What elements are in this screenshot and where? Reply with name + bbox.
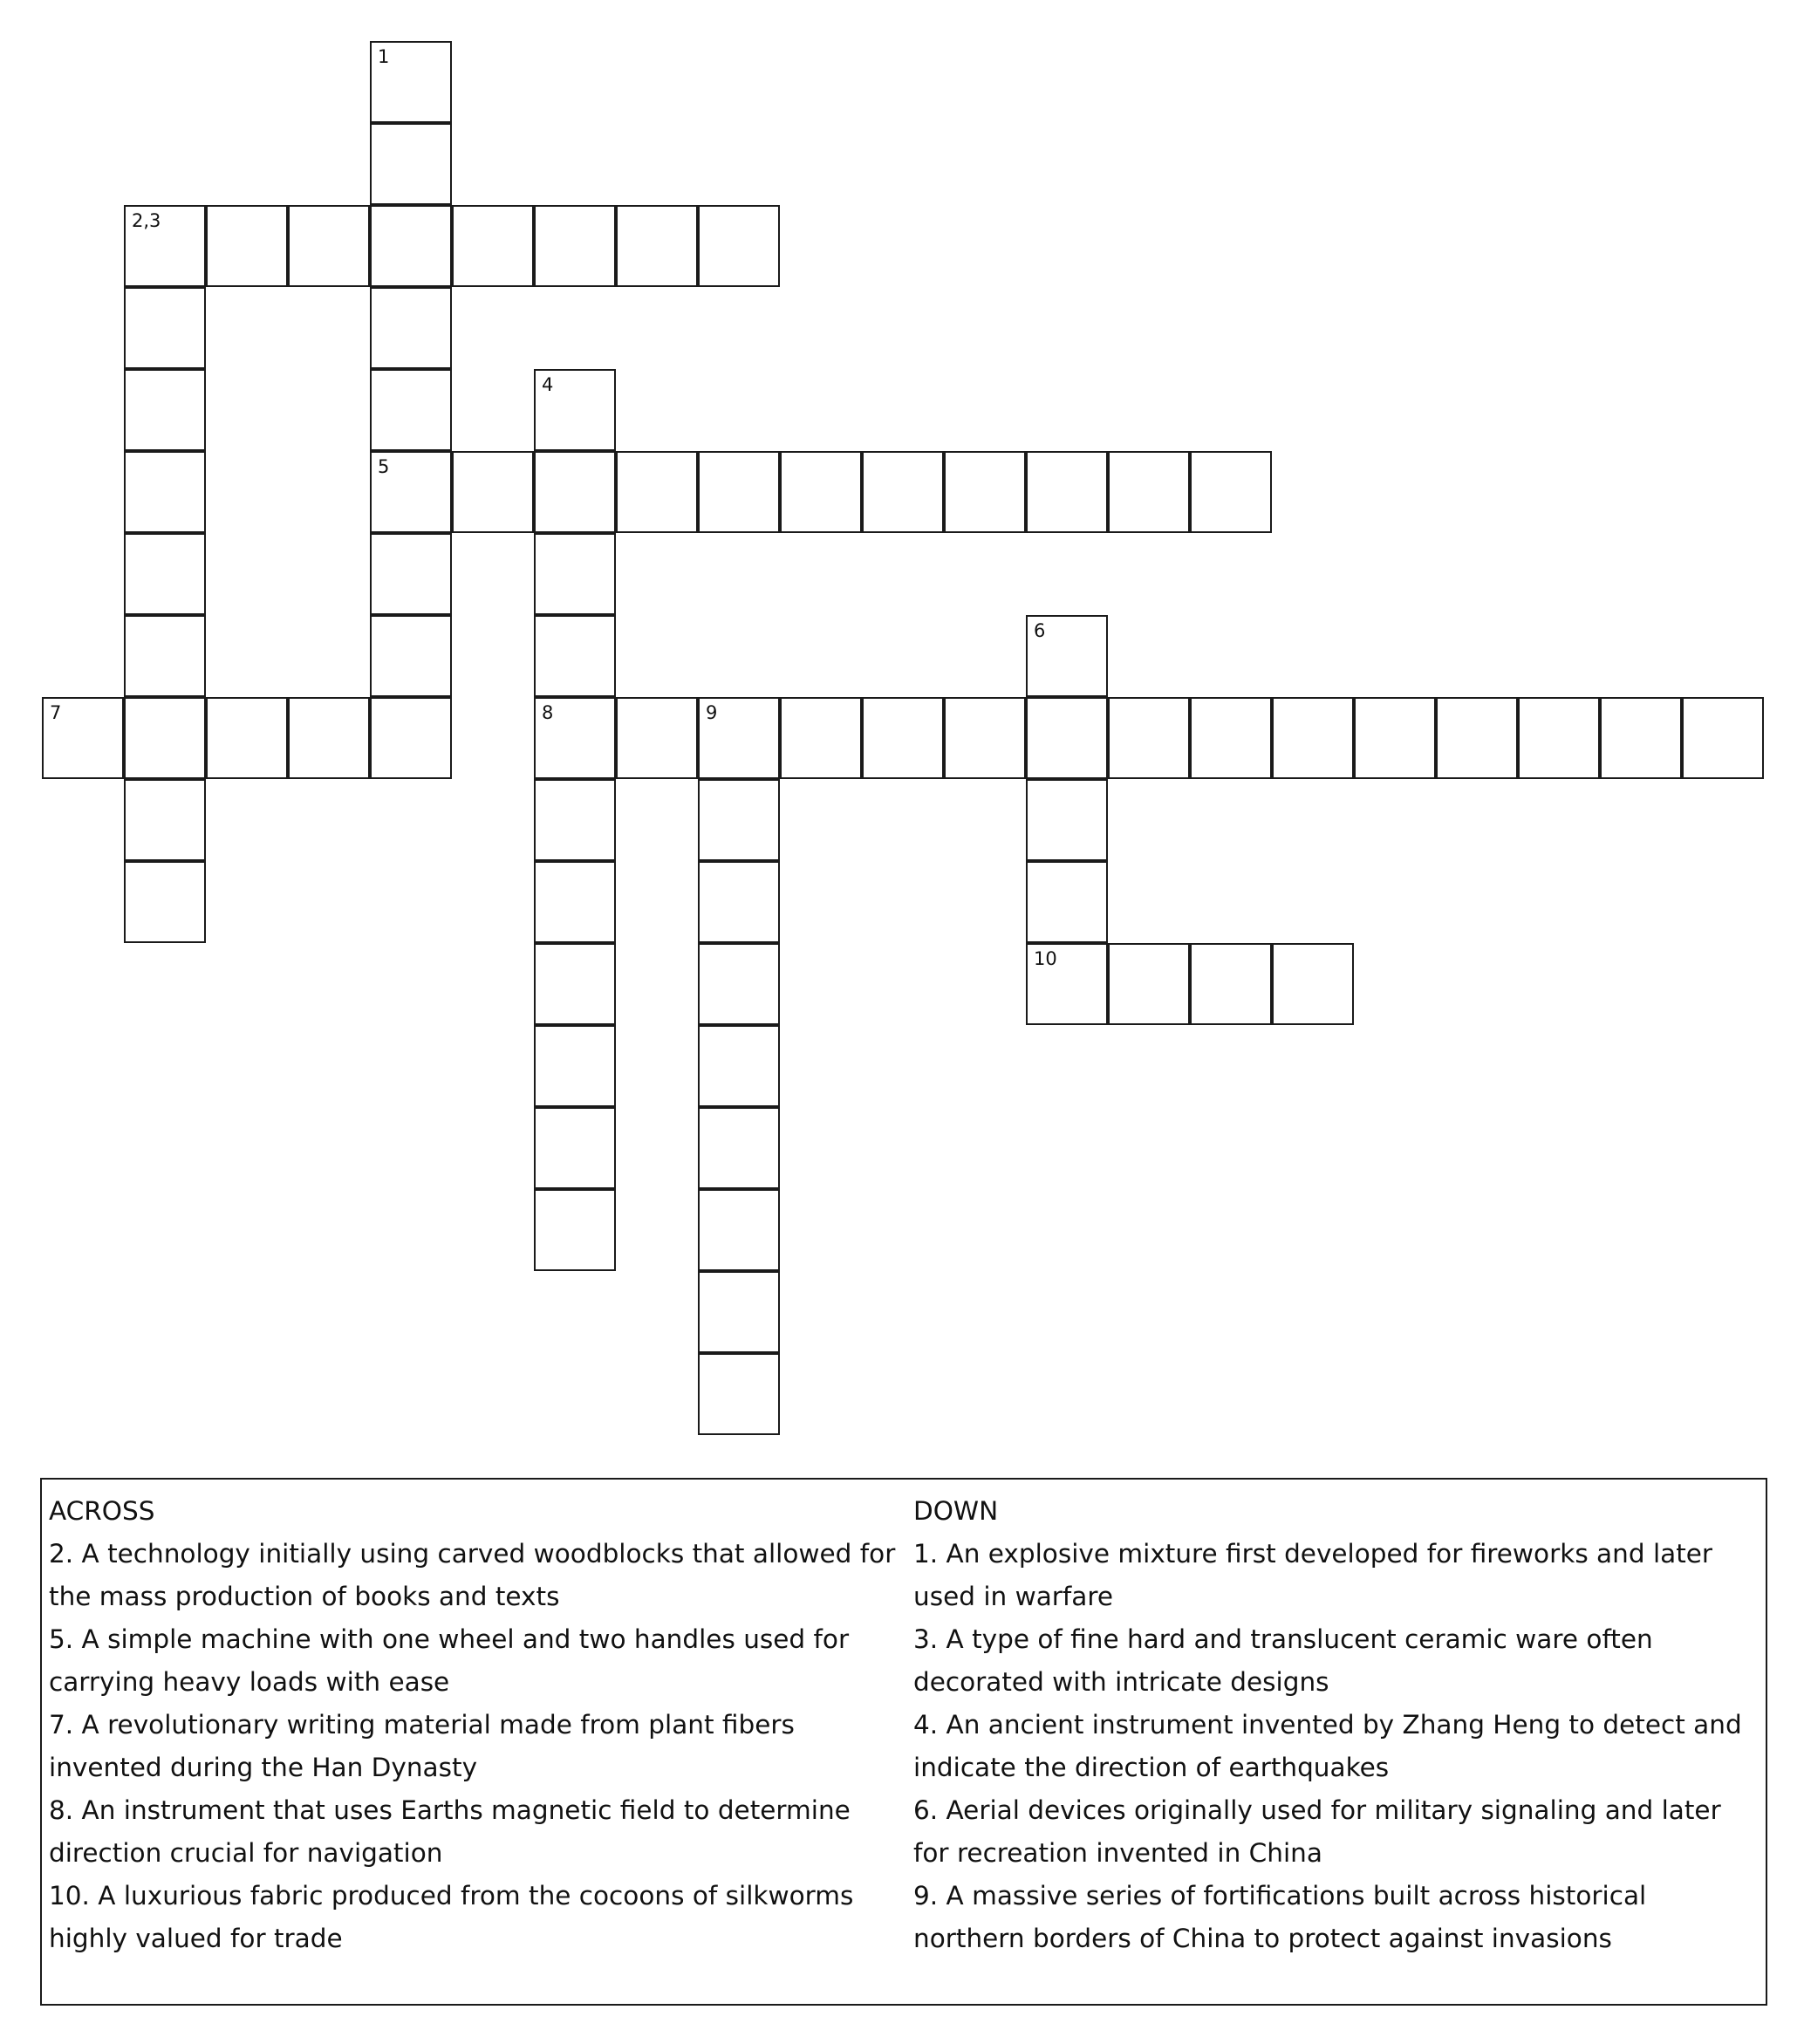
crossword-cell[interactable] (1436, 697, 1518, 779)
crossword-cell[interactable] (862, 451, 944, 533)
crossword-cell[interactable] (452, 451, 534, 533)
crossword-cell[interactable] (534, 1189, 616, 1271)
crossword-cell[interactable] (288, 697, 370, 779)
crossword-cell[interactable] (288, 205, 370, 287)
clue-across-8: 8. An instrument that uses Earths magnetic field to determine direction crucial for navigation (49, 1795, 851, 1868)
crossword-cell[interactable] (698, 1353, 780, 1435)
crossword-cell[interactable] (370, 41, 452, 123)
clue-down-3: 3. A type of fine hard and translucent ceramic ware often decorated with intricate designs (913, 1624, 1653, 1697)
clue-number: 7 (50, 702, 62, 723)
crossword-cell[interactable] (780, 451, 862, 533)
crossword-cell[interactable] (534, 615, 616, 697)
down-heading: DOWN (913, 1496, 999, 1526)
clue-number: 6 (1034, 620, 1046, 641)
crossword-cell[interactable] (370, 369, 452, 451)
crossword-cell[interactable] (124, 451, 206, 533)
crossword-cell[interactable] (370, 615, 452, 697)
crossword-cell[interactable] (370, 697, 452, 779)
crossword-cell[interactable] (124, 205, 206, 287)
crossword-cell[interactable] (534, 1025, 616, 1107)
crossword-cell[interactable] (124, 779, 206, 861)
crossword-cell[interactable] (534, 451, 616, 533)
crossword-cell[interactable] (616, 697, 698, 779)
clue-down-1: 1. An explosive mixture first developed for fireworks and later used in warfare (913, 1539, 1713, 1611)
across-clues (49, 1490, 899, 1960)
crossword-cell[interactable] (1600, 697, 1682, 779)
crossword-cell[interactable] (534, 697, 616, 779)
crossword-cell[interactable] (616, 451, 698, 533)
clue-number: 10 (1034, 948, 1057, 969)
crossword-cell[interactable] (534, 205, 616, 287)
crossword-cell[interactable] (698, 697, 780, 779)
clue-across-7: 7. A revolutionary writing material made from plant fibers invented during the Han Dynasty (49, 1710, 795, 1782)
crossword-cell[interactable] (698, 1271, 780, 1353)
crossword-cell[interactable] (124, 533, 206, 615)
crossword-cell[interactable] (944, 697, 1026, 779)
crossword-cell[interactable] (124, 287, 206, 369)
crossword-cell[interactable] (206, 697, 288, 779)
crossword-cell[interactable] (452, 205, 534, 287)
crossword-cell[interactable] (1354, 697, 1436, 779)
crossword-cell[interactable] (1108, 697, 1190, 779)
crossword-cell[interactable] (1272, 943, 1354, 1025)
clue-number: 5 (378, 456, 390, 477)
clue-number: 1 (378, 46, 390, 67)
down-clues (913, 1490, 1764, 1960)
clue-number: 8 (542, 702, 554, 723)
crossword-cell[interactable] (370, 287, 452, 369)
crossword-cell[interactable] (698, 1107, 780, 1189)
crossword-cell[interactable] (1682, 697, 1764, 779)
crossword-cell[interactable] (206, 205, 288, 287)
clue-across-5: 5. A simple machine with one wheel and two handles used for carrying heavy loads with ease (49, 1624, 850, 1697)
crossword-cell[interactable] (698, 205, 780, 287)
clue-number: 4 (542, 374, 554, 395)
crossword-cell[interactable] (862, 697, 944, 779)
crossword-cell[interactable] (944, 451, 1026, 533)
crossword-cell[interactable] (1190, 943, 1272, 1025)
crossword-cell[interactable] (534, 369, 616, 451)
crossword-cell[interactable] (1108, 943, 1190, 1025)
crossword-cell[interactable] (698, 861, 780, 943)
crossword-cell[interactable] (698, 451, 780, 533)
crossword-cell[interactable] (370, 451, 452, 533)
across-heading: ACROSS (49, 1496, 155, 1526)
crossword-cell[interactable] (1026, 615, 1108, 697)
clue-down-4: 4. An ancient instrument invented by Zhang Heng to detect and indicate the direction of earthquakes (913, 1710, 1742, 1782)
crossword-cell[interactable] (616, 205, 698, 287)
crossword-cell[interactable] (370, 205, 452, 287)
clue-number: 2,3 (132, 210, 161, 231)
crossword-cell[interactable] (124, 615, 206, 697)
crossword-cell[interactable] (698, 779, 780, 861)
clue-number: 9 (706, 702, 718, 723)
clue-down-9: 9. A massive series of fortifications built across historical northern borders of China to protect against invasions (913, 1881, 1647, 1953)
crossword-cell[interactable] (1190, 451, 1272, 533)
crossword-cell[interactable] (1026, 697, 1108, 779)
crossword-cell[interactable] (124, 861, 206, 943)
crossword-cell[interactable] (370, 123, 452, 205)
crossword-cell[interactable] (534, 1107, 616, 1189)
crossword-cell[interactable] (1272, 697, 1354, 779)
crossword-cell[interactable] (534, 861, 616, 943)
crossword-cell[interactable] (698, 943, 780, 1025)
clues-box (40, 1478, 1767, 2006)
crossword-cell[interactable] (1026, 779, 1108, 861)
clue-across-10: 10. A luxurious fabric produced from the cocoons of silkworms highly valued for trade (49, 1881, 854, 1953)
clue-across-2: 2. A technology initially using carved woodblocks that allowed for the mass production of books and texts (49, 1539, 896, 1611)
crossword-cell[interactable] (534, 943, 616, 1025)
crossword-cell[interactable] (780, 697, 862, 779)
crossword-cell[interactable] (1026, 451, 1108, 533)
crossword-cell[interactable] (534, 533, 616, 615)
crossword-cell[interactable] (124, 369, 206, 451)
crossword-cell[interactable] (698, 1189, 780, 1271)
crossword-cell[interactable] (698, 1025, 780, 1107)
crossword-cell[interactable] (534, 779, 616, 861)
clue-down-6: 6. Aerial devices originally used for military signaling and later for recreation invented in China (913, 1795, 1721, 1868)
crossword-cell[interactable] (1026, 943, 1108, 1025)
crossword-cell[interactable] (1108, 451, 1190, 533)
crossword-cell[interactable] (42, 697, 124, 779)
crossword-cell[interactable] (1026, 861, 1108, 943)
crossword-cell[interactable] (124, 697, 206, 779)
crossword-cell[interactable] (1190, 697, 1272, 779)
crossword-cell[interactable] (370, 533, 452, 615)
crossword-cell[interactable] (1518, 697, 1600, 779)
